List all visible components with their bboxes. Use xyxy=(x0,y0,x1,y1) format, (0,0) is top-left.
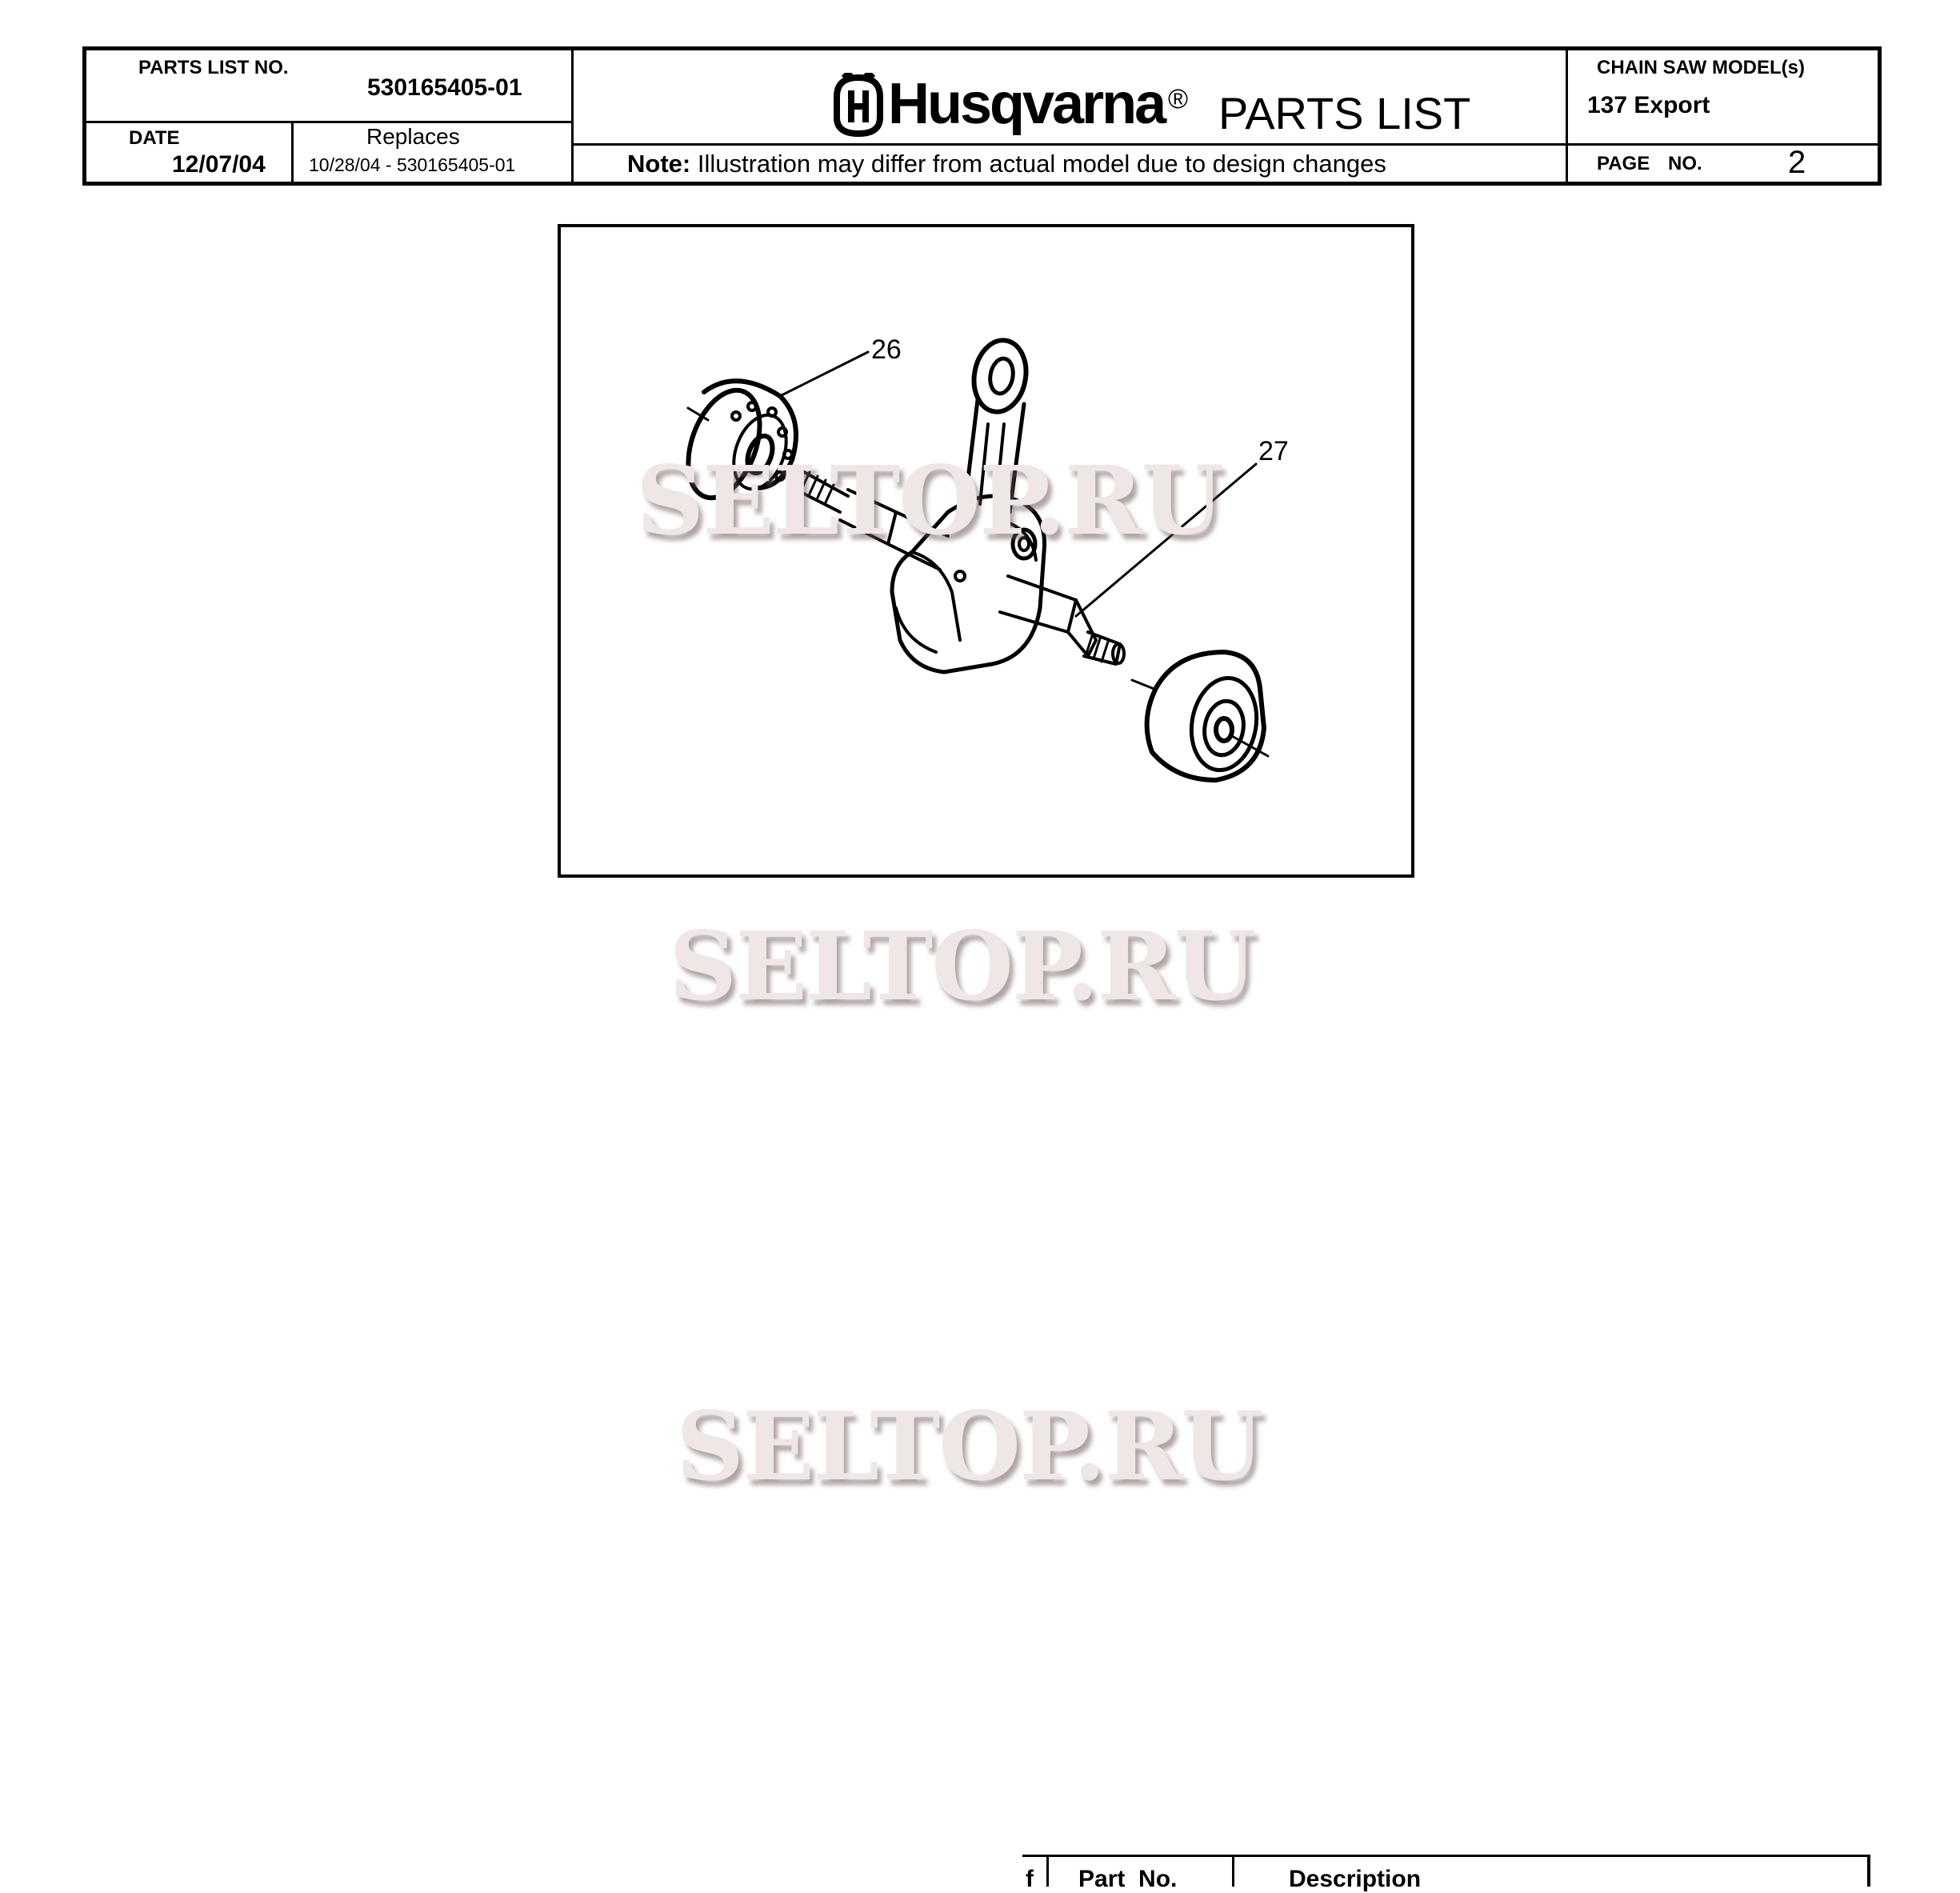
model-value: 137 Export xyxy=(1587,92,1710,118)
table-divider xyxy=(1046,1855,1049,1887)
table-top-border xyxy=(1022,1855,1870,1857)
table-divider xyxy=(1867,1855,1870,1887)
model-label: CHAIN SAW MODEL(s) xyxy=(1597,57,1805,78)
replaces-label: Replaces xyxy=(366,124,460,149)
table-header-ref: f xyxy=(1026,1866,1034,1892)
page-label: PAGE xyxy=(1597,153,1650,174)
replaces-value: 10/28/04 - 530165405-01 xyxy=(309,154,516,175)
table-header-description: Description xyxy=(1289,1866,1422,1892)
registered-mark: ® xyxy=(1168,84,1189,114)
watermark: SELTOP.RU xyxy=(676,1391,1262,1502)
date-label: DATE xyxy=(129,127,180,149)
table-divider xyxy=(1232,1855,1234,1887)
parts-list-no-label: PARTS LIST NO. xyxy=(138,57,289,78)
watermark: SELTOP.RU xyxy=(669,910,1255,1022)
note-text: Illustration may differ from actual model due to design changes xyxy=(697,150,1386,178)
parts-list-no-value: 530165405-01 xyxy=(367,74,522,101)
brand-name: Husqvarna xyxy=(888,72,1165,136)
callout-26-leader xyxy=(780,352,868,396)
callout-27: 27 xyxy=(1258,436,1289,466)
document-title: PARTS LIST xyxy=(1218,88,1471,138)
date-value: 12/07/04 xyxy=(172,151,266,178)
parts-table xyxy=(1022,1855,1876,1892)
table-header-part-no: Part No. xyxy=(1078,1866,1178,1892)
page-no-label: NO. xyxy=(1668,153,1702,174)
note-label: Note: xyxy=(627,150,691,178)
watermark: SELTOP.RU xyxy=(636,445,1222,556)
callout-26: 26 xyxy=(871,334,902,365)
page-number: 2 xyxy=(1788,145,1806,180)
right-bearing-icon xyxy=(1132,652,1268,780)
